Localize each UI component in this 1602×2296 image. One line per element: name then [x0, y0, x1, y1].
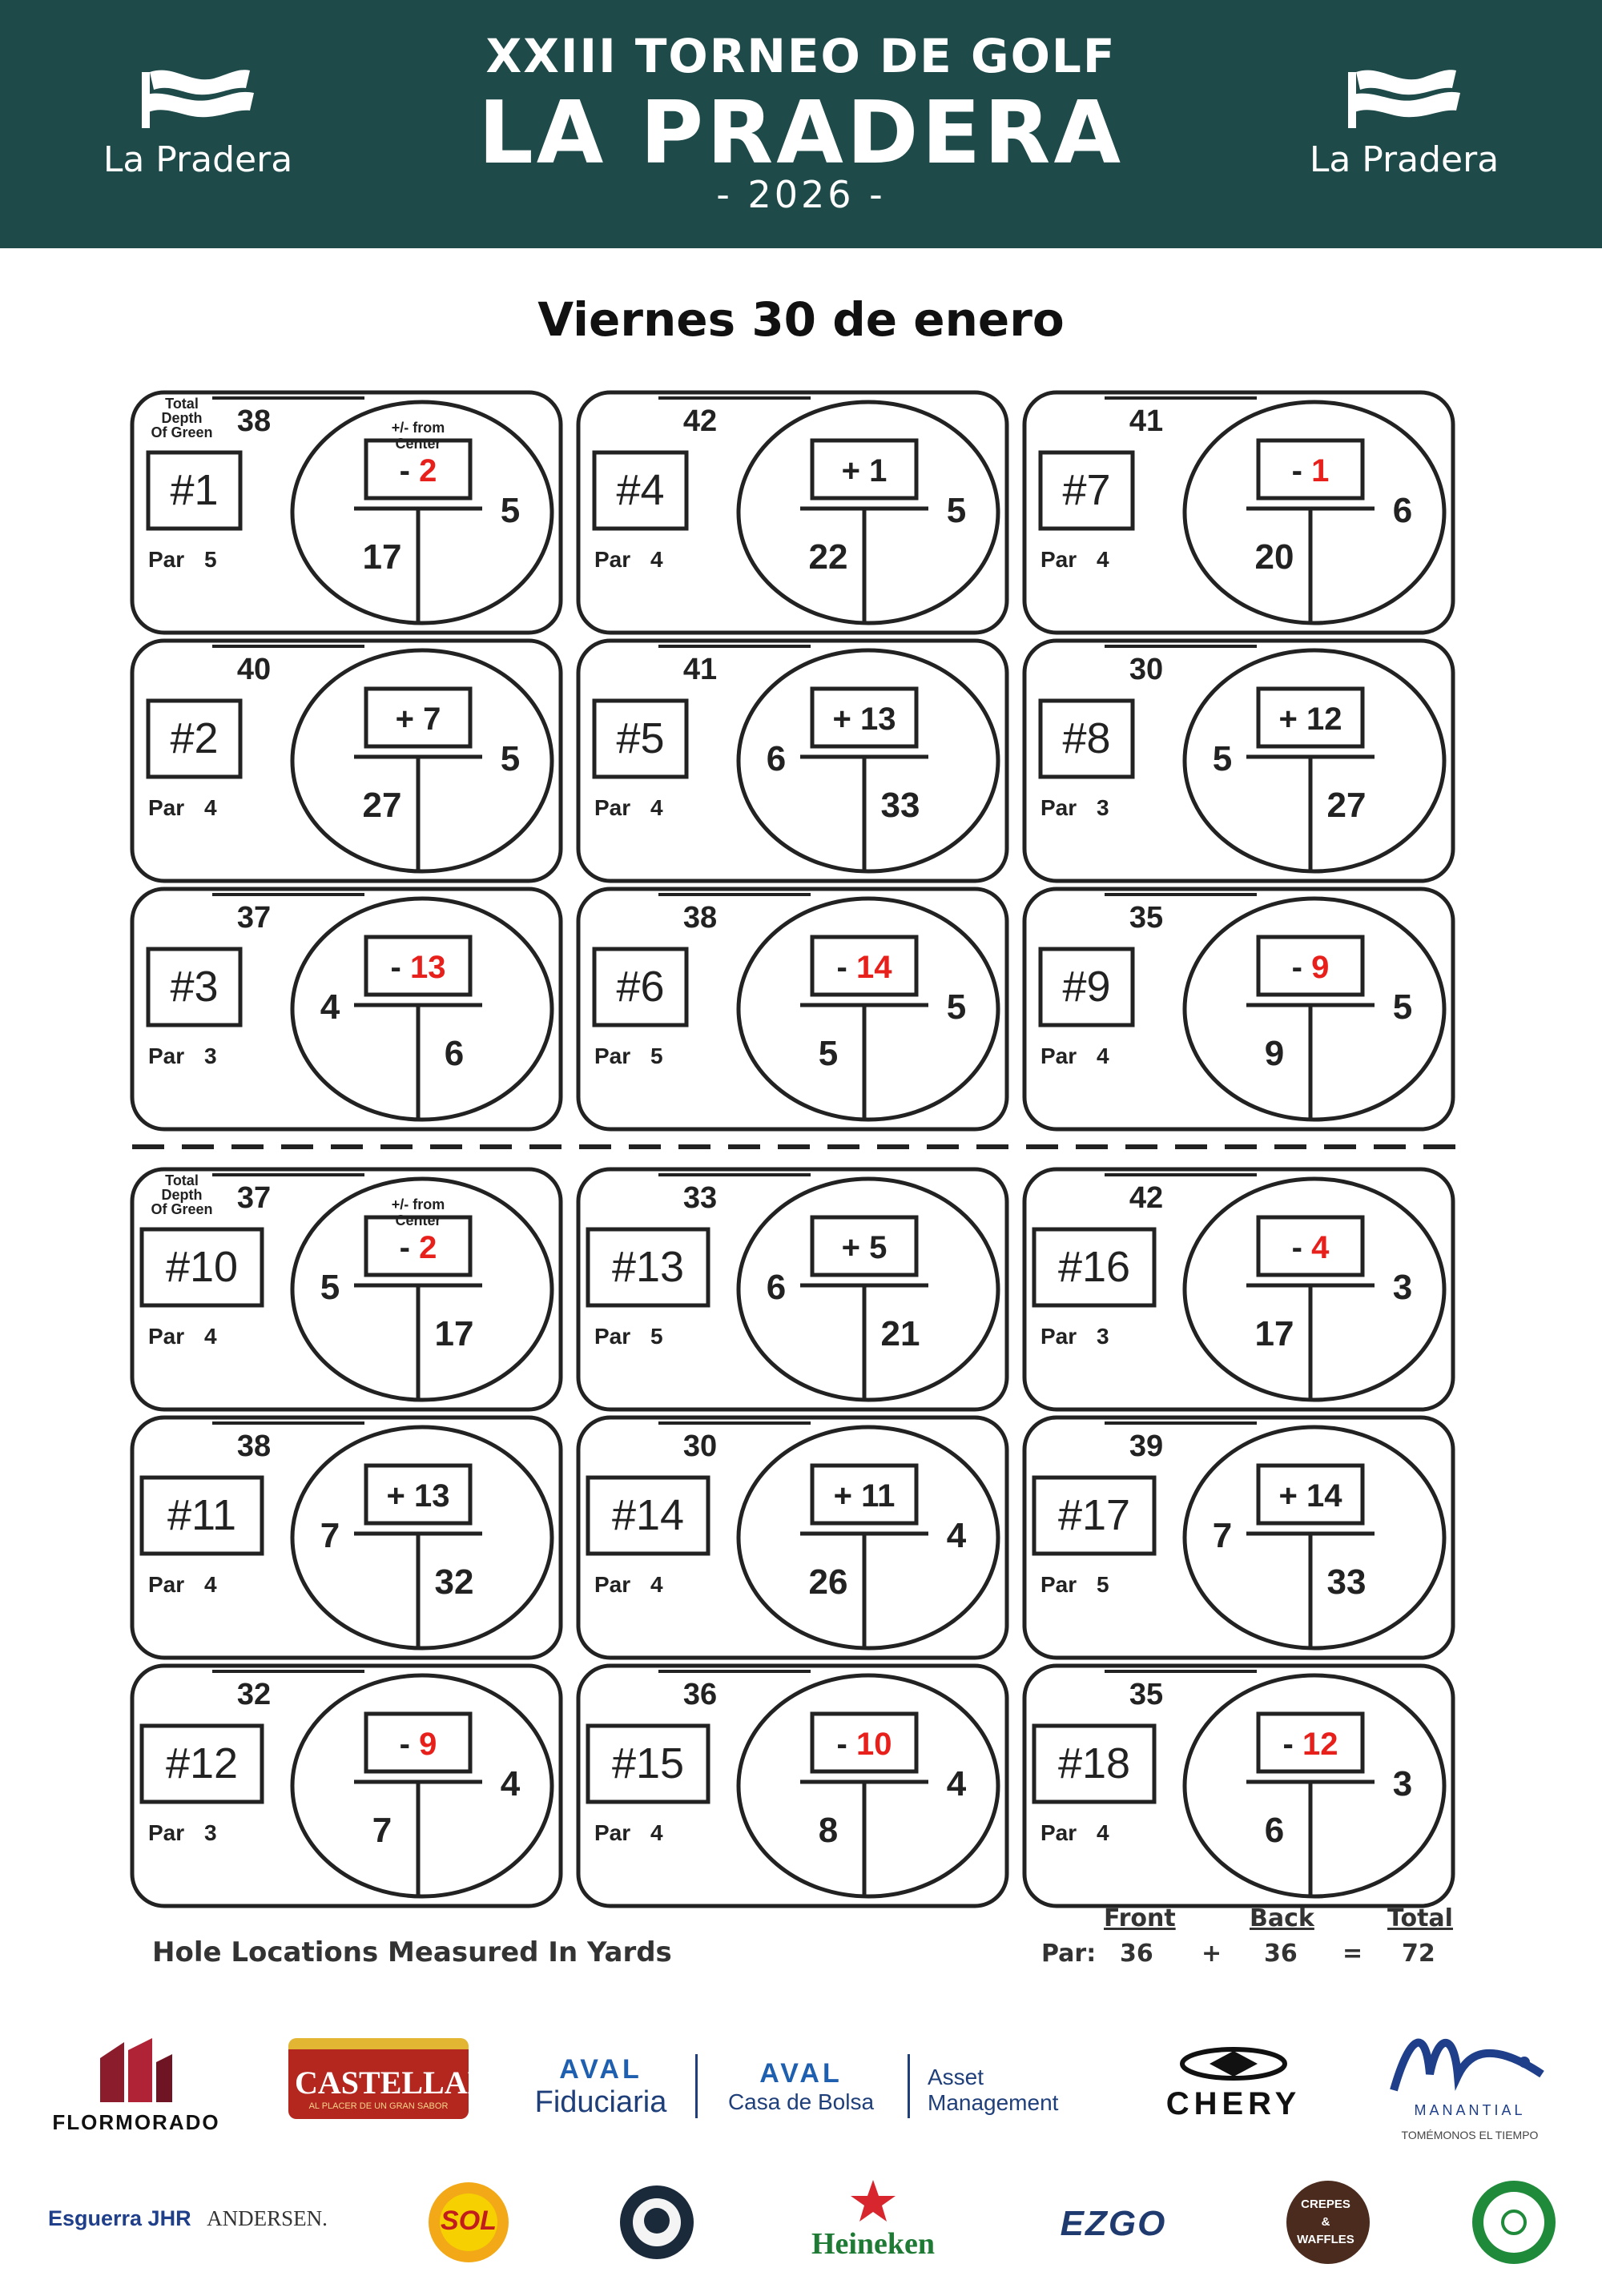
aval-logo: AVAL — [559, 2054, 642, 2085]
hole-card-3 — [132, 889, 561, 1129]
left-edge-distance: 4 — [320, 987, 340, 1027]
par-label: Par — [148, 1572, 185, 1597]
depth-legend: Of Green — [151, 424, 213, 440]
center-offset: + 11 — [833, 1478, 896, 1514]
green-depth: 39 — [1129, 1429, 1164, 1463]
sol-name: SOL — [441, 2206, 497, 2236]
par-label: Par — [148, 547, 185, 572]
hole-number: #9 — [1062, 963, 1111, 1011]
hole-card-6 — [578, 889, 1007, 1129]
hole-card-1 — [132, 392, 561, 633]
sponsor-castellano — [288, 2038, 516, 2119]
par-label: Par — [594, 547, 631, 572]
brand-name-left: La Pradera — [103, 139, 293, 180]
waffles-label: WAFFLES — [1297, 2233, 1354, 2246]
hole-number: #3 — [170, 963, 219, 1011]
hole-number: #7 — [1062, 466, 1111, 514]
par-label: Par — [1040, 1043, 1077, 1068]
par-row-label: Par: — [1041, 1940, 1097, 1968]
center-offset: - 1 — [1291, 453, 1330, 489]
brand-name-right: La Pradera — [1309, 139, 1499, 180]
sponsor-heineken — [793, 2178, 953, 2262]
depth-legend: Depth — [161, 410, 203, 426]
par-label: Par — [148, 1043, 185, 1068]
castellano-name: CASTELLANO — [295, 2065, 516, 2101]
chery-name: CHERY — [1165, 2086, 1302, 2121]
hole-number: #1 — [170, 466, 219, 514]
footer-note: Hole Locations Measured In Yards — [152, 1936, 672, 1968]
green-depth: 33 — [682, 1181, 718, 1215]
right-edge-distance: 5 — [946, 491, 967, 530]
ampersand-label: & — [1321, 2215, 1330, 2229]
total-label: Total — [1387, 1904, 1453, 1932]
green-depth: 40 — [236, 653, 272, 686]
hole-card-7 — [1024, 392, 1453, 633]
left-edge-distance: 7 — [1212, 1516, 1233, 1555]
green-depth: 38 — [236, 404, 272, 438]
hole-card-12 — [132, 1666, 561, 1906]
par-value: 5 — [650, 1043, 663, 1068]
center-offset: - 10 — [836, 1727, 892, 1762]
green-depth: 35 — [1129, 1678, 1164, 1711]
par-label: Par — [1040, 1572, 1077, 1597]
depth-legend: Total — [165, 396, 199, 412]
left-edge-distance: 5 — [1212, 739, 1233, 778]
plus-sign: + — [1202, 1940, 1222, 1968]
center-offset: + 7 — [395, 702, 441, 737]
par-value: 3 — [1097, 795, 1109, 820]
front-edge-distance: 27 — [362, 786, 402, 825]
hole-card-13 — [578, 1169, 1007, 1409]
sponsor-esguerra-andersen — [48, 2206, 332, 2231]
right-edge-distance: 5 — [946, 987, 967, 1027]
hole-number: #6 — [616, 963, 665, 1011]
par-label: Par — [148, 1324, 185, 1349]
center-offset: + 14 — [1278, 1478, 1342, 1514]
hole-card-18 — [1024, 1666, 1453, 1906]
hole-number: #14 — [611, 1491, 685, 1539]
title-line-2: LA PRADERA — [477, 83, 1125, 183]
ezgo-name: EZGO — [1060, 2204, 1167, 2243]
green-depth: 30 — [1129, 653, 1164, 686]
par-label: Par — [594, 1572, 631, 1597]
sponsor-sol — [425, 2178, 513, 2270]
total-par: 72 — [1402, 1940, 1435, 1968]
front-edge-distance: 6 — [1264, 1811, 1285, 1850]
par-label: Par — [148, 1820, 185, 1845]
center-offset: + 12 — [1278, 702, 1342, 737]
left-edge-distance: 7 — [320, 1516, 340, 1555]
right-edge-distance: 5 — [500, 739, 521, 778]
title-year: - 2026 - — [716, 173, 886, 216]
hole-card-15 — [578, 1666, 1007, 1906]
right-edge-distance: 4 — [500, 1764, 521, 1803]
green-depth: 42 — [1129, 1181, 1164, 1215]
center-offset: - 2 — [399, 1230, 437, 1265]
front-edge-distance: 21 — [880, 1314, 920, 1353]
right-edge-distance: 3 — [1392, 1268, 1413, 1307]
par-label: Par — [594, 795, 631, 820]
equals-sign: = — [1342, 1940, 1363, 1968]
right-edge-distance: 5 — [500, 491, 521, 530]
par-value: 4 — [650, 547, 663, 572]
hole-number: #4 — [616, 466, 665, 514]
title-line-1: XXIII TORNEO DE GOLF — [485, 29, 1117, 83]
manantial-name: MANANTIAL — [1414, 2102, 1526, 2118]
green-depth: 42 — [682, 404, 718, 438]
front-edge-distance: 8 — [818, 1811, 839, 1850]
par-value: 4 — [1097, 547, 1109, 572]
hole-number: #2 — [170, 714, 219, 762]
par-value: 4 — [204, 795, 217, 820]
asset-label: Asset — [928, 2065, 984, 2089]
green-depth: 36 — [682, 1678, 718, 1711]
green-depth: 35 — [1129, 901, 1164, 935]
center-offset: + 1 — [841, 453, 888, 489]
management-label: Management — [928, 2090, 1059, 2115]
sponsor-flormorado — [40, 2034, 232, 2135]
depth-legend: Depth — [161, 1187, 203, 1203]
hole-card-14 — [578, 1417, 1007, 1658]
front-edge-distance: 9 — [1264, 1034, 1285, 1073]
hole-number: #15 — [611, 1739, 685, 1787]
center-offset: - 14 — [836, 950, 892, 985]
hole-number: #11 — [167, 1491, 237, 1539]
hole-card-8 — [1024, 641, 1453, 881]
flormorado-name: FLORMORADO — [52, 2110, 220, 2134]
hole-card-9 — [1024, 889, 1453, 1129]
hole-number: #12 — [165, 1739, 239, 1787]
par-label: Par — [594, 1820, 631, 1845]
front-edge-distance: 26 — [808, 1562, 848, 1602]
aval-logo: AVAL — [759, 2058, 843, 2089]
par-label: Par — [1040, 547, 1077, 572]
center-offset: - 9 — [1291, 950, 1330, 985]
green-depth: 41 — [1129, 404, 1164, 438]
front-edge-distance: 6 — [444, 1034, 465, 1073]
manantial-logo-icon — [1382, 2018, 1558, 2098]
sponsor-crepes-waffles — [1282, 2178, 1374, 2270]
right-edge-distance: 4 — [946, 1516, 967, 1555]
right-edge-distance: 4 — [946, 1764, 967, 1803]
green-depth: 37 — [236, 901, 272, 935]
right-edge-distance: 5 — [1392, 987, 1413, 1027]
hole-card-10 — [132, 1169, 561, 1409]
crepes-label: CREPES — [1301, 2197, 1350, 2211]
par-value: 3 — [204, 1043, 217, 1068]
center-offset: + 13 — [832, 702, 896, 737]
castellano-tagline: AL PLACER DE UN GRAN SABOR — [308, 2101, 449, 2111]
center-offset: + 5 — [841, 1230, 888, 1265]
andersen-name: ANDERSEN. — [207, 2206, 328, 2230]
center-offset: - 13 — [390, 950, 446, 985]
offset-legend: +/- from — [391, 420, 445, 436]
right-edge-distance: 6 — [1392, 491, 1413, 530]
front-edge-distance: 32 — [434, 1562, 474, 1602]
hole-number: #10 — [165, 1243, 239, 1291]
hole-number: #17 — [1057, 1491, 1131, 1539]
front-edge-distance: 7 — [372, 1811, 392, 1850]
par-value: 3 — [204, 1820, 217, 1845]
hole-card-17 — [1024, 1417, 1453, 1658]
front-edge-distance: 17 — [1254, 1314, 1294, 1353]
golf-federation-badge-icon — [1470, 2178, 1558, 2266]
front-edge-distance: 20 — [1254, 537, 1294, 577]
par-value: 5 — [1097, 1572, 1109, 1597]
par-value: 4 — [650, 1572, 663, 1597]
green-depth: 41 — [682, 653, 718, 686]
par-value: 3 — [1097, 1324, 1109, 1349]
par-label: Par — [594, 1324, 631, 1349]
hole-card-5 — [578, 641, 1007, 881]
right-edge-distance: 3 — [1392, 1764, 1413, 1803]
left-edge-distance: 5 — [320, 1268, 340, 1307]
manantial-tagline: TOMÉMONOS EL TIEMPO — [1401, 2129, 1539, 2141]
par-value: 4 — [1097, 1043, 1109, 1068]
front-edge-distance: 17 — [434, 1314, 474, 1353]
offset-legend: Center — [395, 1212, 441, 1228]
hole-number: #18 — [1057, 1739, 1131, 1787]
esguerra-name: Esguerra JHR — [48, 2206, 191, 2230]
par-value: 4 — [650, 1820, 663, 1845]
sponsor-royal-emblem — [613, 2182, 701, 2266]
hole-number: #8 — [1062, 714, 1111, 762]
center-offset: - 4 — [1291, 1230, 1330, 1265]
left-edge-distance: 6 — [766, 1268, 787, 1307]
red-star-icon — [849, 2178, 897, 2222]
sponsor-federation-golf — [1470, 2178, 1558, 2270]
hole-number: #5 — [616, 714, 665, 762]
hole-card-11 — [132, 1417, 561, 1658]
par-label: Par — [1040, 1820, 1077, 1845]
sponsor-divider — [908, 2054, 910, 2118]
par-value: 5 — [204, 547, 217, 572]
front-edge-distance: 5 — [818, 1034, 839, 1073]
par-value: 4 — [1097, 1820, 1109, 1845]
flormorado-logo-icon — [92, 2034, 180, 2106]
sponsor-aval-fiduciaria — [521, 2054, 681, 2120]
par-value: 4 — [204, 1572, 217, 1597]
heineken-name: Heineken — [811, 2227, 936, 2261]
sponsor-aval-casa-de-bolsa — [713, 2058, 889, 2115]
casa-de-bolsa-label: Casa de Bolsa — [727, 2089, 875, 2114]
sponsor-divider — [695, 2054, 698, 2118]
green-depth: 37 — [236, 1181, 272, 1215]
lion-emblem-icon — [617, 2182, 697, 2262]
par-value: 4 — [204, 1324, 217, 1349]
par-value: 4 — [650, 795, 663, 820]
page-date: Viernes 30 de enero — [537, 292, 1065, 347]
front-par: 36 — [1120, 1940, 1153, 1968]
green-depth: 30 — [682, 1429, 718, 1463]
hole-card-16 — [1024, 1169, 1453, 1409]
center-offset: - 12 — [1282, 1727, 1338, 1762]
center-offset: - 2 — [399, 453, 437, 489]
front-edge-distance: 33 — [1326, 1562, 1367, 1602]
center-offset: + 13 — [386, 1478, 450, 1514]
par-label: Par — [1040, 1324, 1077, 1349]
hole-card-4 — [578, 392, 1007, 633]
center-offset: - 9 — [399, 1727, 437, 1762]
back-par: 36 — [1264, 1940, 1298, 1968]
left-edge-distance: 6 — [766, 739, 787, 778]
par-label: Par — [1040, 795, 1077, 820]
green-depth: 38 — [682, 901, 718, 935]
par-totals — [1033, 1904, 1466, 1976]
front-label: Front — [1104, 1904, 1176, 1932]
back-label: Back — [1250, 1904, 1314, 1932]
hole-number: #13 — [611, 1243, 685, 1291]
par-value: 5 — [650, 1324, 663, 1349]
depth-legend: Total — [165, 1172, 199, 1188]
offset-legend: +/- from — [391, 1196, 445, 1212]
green-depth: 38 — [236, 1429, 272, 1463]
par-label: Par — [148, 795, 185, 820]
offset-legend: Center — [395, 436, 441, 452]
front-edge-distance: 17 — [362, 537, 402, 577]
front-edge-distance: 22 — [808, 537, 848, 577]
front-edge-distance: 33 — [880, 786, 920, 825]
green-depth: 32 — [236, 1678, 272, 1711]
chery-logo-icon — [1177, 2046, 1290, 2082]
sponsor-manantial — [1374, 2018, 1566, 2141]
fiduciaria-label: Fiduciaria — [534, 2085, 667, 2119]
hole-card-2 — [132, 641, 561, 881]
sponsor-asset-management — [928, 2065, 1088, 2116]
sponsor-chery — [1137, 2046, 1330, 2122]
depth-legend: Of Green — [151, 1201, 213, 1217]
hole-number: #16 — [1057, 1243, 1131, 1291]
par-label: Par — [594, 1043, 631, 1068]
front-edge-distance: 27 — [1326, 786, 1367, 825]
